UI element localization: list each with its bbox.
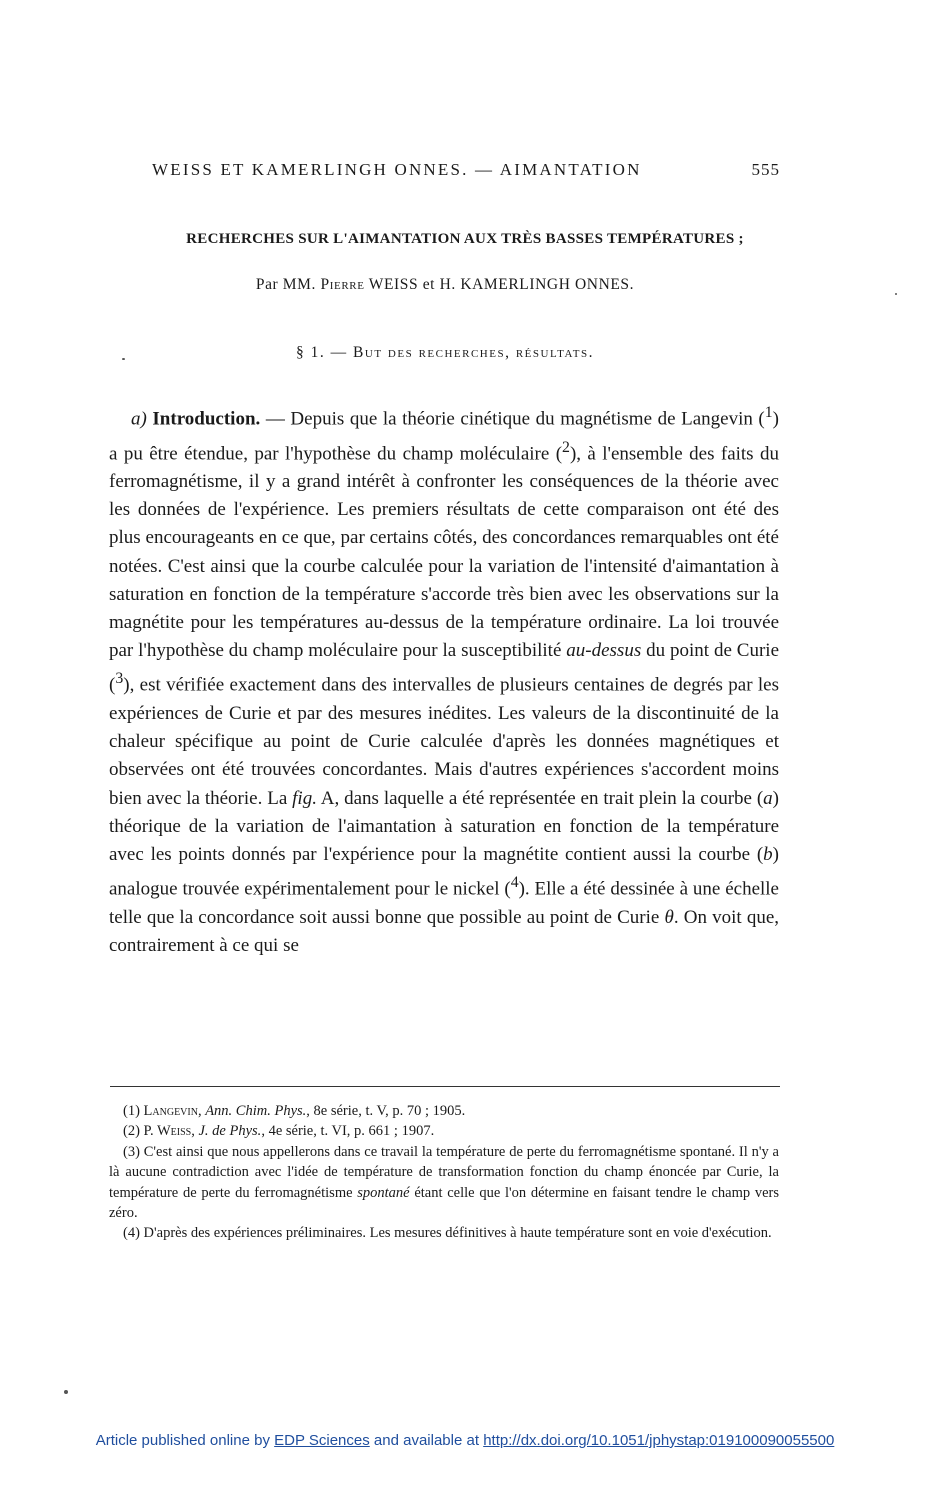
footer-middle: and available at [373,1432,480,1449]
author1-last-name: WEISS [368,276,419,293]
emphasis: a [763,787,773,809]
footnote [109,1121,779,1141]
paragraph-heading: Introduction. [152,408,261,430]
text-run: ) analogue trouvée expérimentalement pour le nickel ( [109,844,779,900]
footnote-ref: 2 [562,438,570,456]
text-run: , 8e série, t. V, p. 70 ; 1905. [306,1103,466,1119]
scan-speck [64,1390,68,1394]
article-authors [0,276,890,294]
footnote-author: Langevin [143,1103,198,1119]
emphasis: b [763,844,773,866]
text-run: étant celle que l'on détermine en faisant tendre le champ vers zéro. [109,1184,779,1222]
publisher-link[interactable]: EDP Sciences [274,1432,370,1449]
footnote-author: P. Weiss [143,1123,192,1140]
paragraph [109,399,779,960]
text-run: ) a pu être étendue, par l'hypothèse du champ moléculaire ( [109,408,779,464]
author2-name: H. KAMERLINGH ONNES. [439,276,635,293]
emphasis: au-dessus [566,640,642,662]
footnote [109,1223,779,1243]
paragraph-label: a) [131,408,147,430]
footnote-mark: (1) [123,1103,140,1119]
section-number: § 1. — [296,344,348,361]
page-number: 555 [751,160,780,179]
text-run: D'après des expériences préliminaires. Les mesures définitives à haute température sont en voie d'exécution. [139,1225,772,1242]
scan-speck [122,358,125,360]
text-run: ), est vérifiée exactement dans des intervalles de plusieurs centaines de degrés par les expériences de Curie et par des mesures inédites. Les valeurs de la discontinuité de la chaleur spécifique au point de Curie calculée d'après les données magnétiques et observées ont été trouvées concordantes. Mais d'autres expériences s'accordent moins bien avec la théorie. La [109,674,779,809]
footnote-mark: (4) [123,1225,140,1242]
section-title-initial: But [353,344,383,361]
authors-prefix: Par MM. [255,276,317,293]
text-run: , [191,1123,199,1140]
text-run: ), à l'ensemble des faits du ferromagnétisme, il y a grand intérêt à confronter les conséquences de la théorie avec les données de l'expérience. Les premiers résultats de cette comparaison ont été des plus encourageants en ce que, par certains côtés, des concordances remarquables ont été notées. C'est ainsi que la courbe calculée pour la variation de l'intensité d'aimantation à saturation en fonction de la température s'accorde très bien avec les observations sur la magnétite pour les températures au-dessus de la température ordinaire. La loi trouvée par l'hypothèse du champ moléculaire pour la susceptibilité [109,442,779,662]
emphasis: θ [664,906,674,928]
text-run: . On voit que, contrairement à ce qui se [109,906,779,956]
doi-link[interactable]: http://dx.doi.org/10.1051/jphystap:019100090055500 [483,1432,835,1449]
footnotes [109,1101,779,1244]
section-title-rest: des recherches, résultats. [387,344,594,361]
footnote [109,1101,779,1121]
footnote-ref: 4 [510,874,519,892]
text-run: , 4e série, t. VI, p. 661 ; 1907. [261,1123,435,1140]
footnote-ref: 3 [115,670,124,688]
footnote [109,1142,779,1224]
scan-speck [895,293,897,295]
emphasis: fig. [292,787,317,809]
footnote-mark: (2) [123,1123,140,1140]
publication-footer [0,1432,930,1449]
text-run: du point de Curie ( [109,640,780,696]
footnote-journal: Ann. Chim. Phys. [205,1103,307,1119]
text-run: , [197,1103,206,1119]
footer-prefix: Article published online by [95,1432,270,1449]
text-run: C'est ainsi que nous appellerons dans ce travail la température de perte du ferromagnétisme spontané. Il n'y a là aucune contradiction avec l'idée de température de transformation fonction du champ énoncée par Curie, la température de perte du ferromagnétisme [109,1143,779,1201]
running-head-title: WEISS ET KAMERLINGH ONNES. — AIMANTATION [152,160,642,179]
text-run: ) théorique de la variation de l'aimantation à saturation en fonction de la température avec les points donnés par l'expérience pour la magnétite contient aussi la courbe ( [109,787,779,866]
text-run: — Depuis que la théorie cinétique du magnétisme de Langevin ( [260,408,765,430]
footnote-journal: J. de Phys. [198,1123,262,1140]
authors-joiner: et [422,276,436,293]
running-head [152,160,780,180]
footnote-ref: 1 [764,404,773,421]
text-run: ). Elle a été dessinée à une échelle telle que la concordance soit aussi bonne que possible au point de Curie [109,878,779,928]
text-run: A, dans laquelle a été représentée en trait plein la courbe ( [316,787,764,809]
article-title: RECHERCHES SUR L'AIMANTATION AUX TRÈS BASSES TEMPÉRATURES ; [186,231,744,247]
section-heading [0,344,890,362]
body-text [109,399,779,960]
author1-first-name: Pierre [320,276,365,293]
emphasis: spontané [357,1184,410,1201]
footnote-mark: (3) [123,1143,140,1160]
footnote-rule [110,1086,780,1087]
